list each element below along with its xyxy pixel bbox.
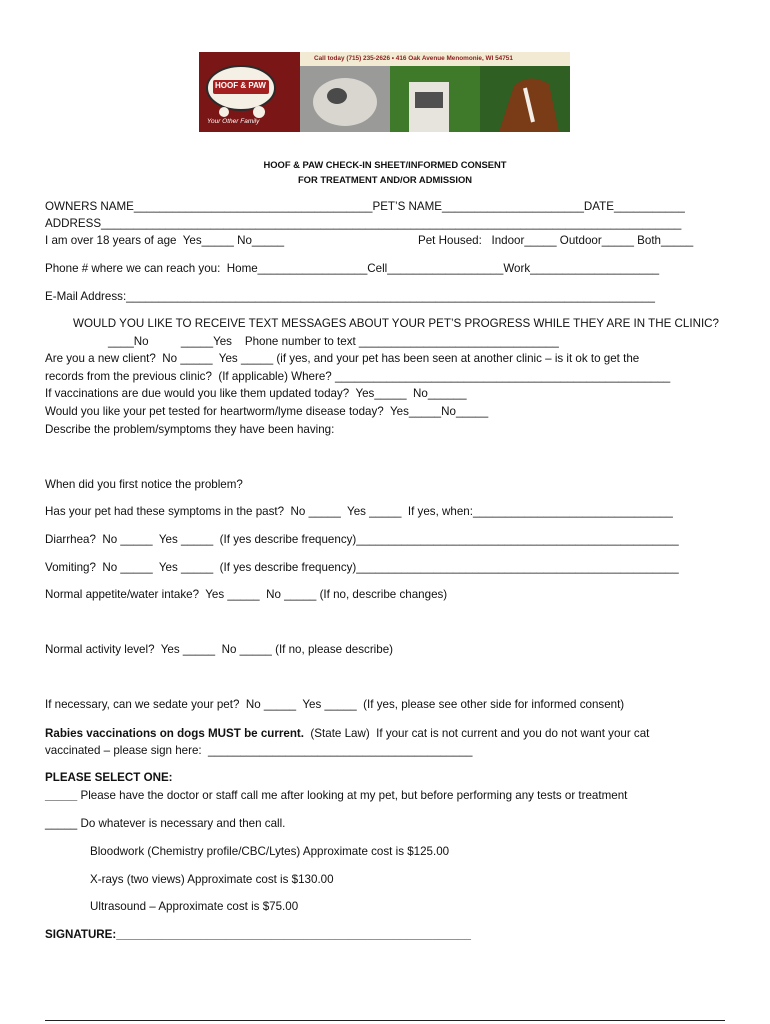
phone-line: Phone # where we can reach you: Home_________________Cell__________________Work____________________ bbox=[45, 262, 660, 275]
appetite-line: Normal appetite/water intake? Yes _____ No _____ (If no, describe changes) bbox=[45, 588, 448, 601]
rabies-emphasis: Rabies vaccinations on dogs MUST be current. bbox=[45, 727, 304, 740]
form-title: HOOF & PAW CHECK-IN SHEET/INFORMED CONSENT bbox=[263, 159, 507, 170]
select-one-heading: PLEASE SELECT ONE: bbox=[45, 771, 173, 784]
option-do-whatever: _____ Do whatever is necessary and then call. bbox=[45, 817, 286, 830]
cost-ultrasound: Ultrasound – Approximate cost is $75.00 bbox=[90, 900, 299, 913]
logo-brand: HOOF & PAW bbox=[215, 81, 266, 90]
logo-tagline: Your Other Family bbox=[207, 118, 260, 125]
diarrhea-line: Diarrhea? No _____ Yes _____ (If yes describe frequency)__________________________________________________ bbox=[45, 533, 679, 546]
text-messages-options: ____No _____Yes Phone number to text _______________________________ bbox=[108, 335, 559, 348]
activity-line: Normal activity level? Yes _____ No _____ (If no, please describe) bbox=[45, 643, 394, 656]
pet-housed-line: Pet Housed: Indoor_____ Outdoor_____ Both_____ bbox=[418, 234, 694, 247]
address-line: ADDRESS__________________________________________________________________________________________ bbox=[45, 217, 682, 230]
previous-clinic-line: records from the previous clinic? (If applicable) Where? ____________________________________________________ bbox=[45, 370, 671, 383]
bottom-divider bbox=[45, 1020, 725, 1021]
problem-description-label: Describe the problem/symptoms they have been having: bbox=[45, 423, 335, 436]
cost-xrays: X-rays (two views) Approximate cost is $130.00 bbox=[90, 873, 334, 886]
option-call-before-blank: _____ bbox=[45, 789, 78, 802]
clinic-logo-banner bbox=[199, 52, 570, 132]
vaccinations-line: If vaccinations are due would you like them updated today? Yes_____ No______ bbox=[45, 387, 467, 400]
cost-bloodwork: Bloodwork (Chemistry profile/CBC/Lytes) Approximate cost is $125.00 bbox=[90, 845, 450, 858]
text-messages-question: WOULD YOU LIKE TO RECEIVE TEXT MESSAGES ABOUT YOUR PET’S PROGRESS WHILE THEY ARE IN THE CLINIC? bbox=[73, 317, 719, 330]
heartworm-line: Would you like your pet tested for heartworm/lyme disease today? Yes_____No_____ bbox=[45, 405, 489, 418]
option-call-before bbox=[45, 789, 627, 803]
vomiting-line: Vomiting? No _____ Yes _____ (If yes describe frequency)__________________________________________________ bbox=[45, 561, 679, 574]
past-symptoms-line: Has your pet had these symptoms in the past? No _____ Yes _____ If yes, when:_______________________________ bbox=[45, 505, 673, 518]
owner-pet-date-line: OWNERS NAME_____________________________________PET’S NAME______________________DATE___________ bbox=[45, 200, 685, 213]
rabies-rest: (State Law) If your cat is not current and you do not want your cat bbox=[303, 727, 650, 740]
age-line: I am over 18 years of age Yes_____ No_____ bbox=[45, 234, 285, 247]
rabies-line bbox=[45, 727, 649, 741]
first-notice-label: When did you first notice the problem? bbox=[45, 478, 243, 491]
form-subtitle: FOR TREATMENT AND/OR ADMISSION bbox=[297, 174, 473, 185]
signature-line: SIGNATURE:_______________________________________________________ bbox=[45, 928, 471, 941]
rabies-sign-line: vaccinated – please sign here: _________________________________________ bbox=[45, 744, 473, 757]
option-call-before-text: Please have the doctor or staff call me after looking at my pet, but before performing any tests or treatment bbox=[77, 789, 628, 802]
sedation-line: If necessary, can we sedate your pet? No _____ Yes _____ (If yes, please see other side for informed consent) bbox=[45, 698, 625, 711]
logo-contact-band: Call today (715) 235-2626 • 416 Oak Avenue Menomonie, WI 54751 bbox=[300, 52, 570, 66]
new-client-line: Are you a new client? No _____ Yes _____ (if yes, and your pet has been seen at another clinic – is it ok to get the bbox=[45, 352, 640, 365]
email-line: E-Mail Address:__________________________________________________________________________________ bbox=[45, 290, 655, 303]
